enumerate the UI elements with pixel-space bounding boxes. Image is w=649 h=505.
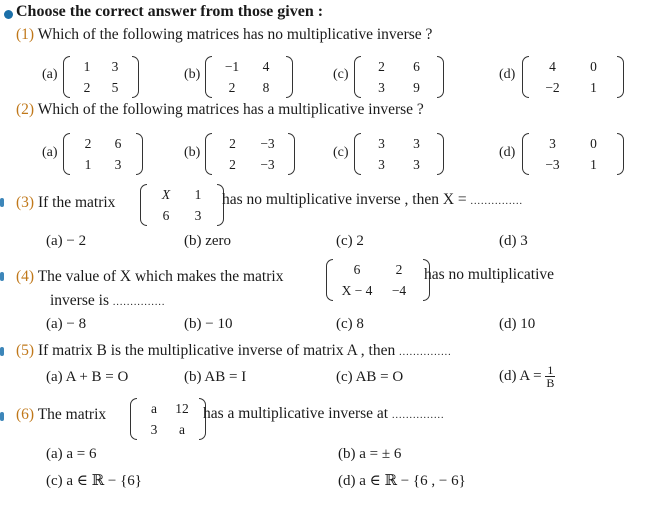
answer-option: (b) AB = I [184,369,247,385]
answer-option: (b) zero [184,233,232,249]
answer-blank: ............... [391,410,445,421]
answer-option: (a) − 8 [46,316,87,332]
option-label: (d) [499,145,516,160]
option-label: (a) [42,67,58,82]
page-title: Choose the correct answer from those given : [16,3,324,20]
answer-option: (a) a = 6 [46,446,97,462]
question-number: (1) [16,26,35,43]
matrix: −1 4 2 8 [205,56,293,98]
answer-option: (b) − 10 [184,316,233,332]
edge-bullet-icon [0,198,4,207]
question-text-continued: has a multiplicative inverse at ............... [203,405,445,422]
edge-bullet-icon [0,347,4,356]
question-6 [16,406,106,424]
question-text: Which of the following matrices has a multiplicative inverse ? [37,101,424,118]
option-label: (c) [333,145,349,160]
edge-bullet-icon [0,412,4,421]
answer-blank: ............... [112,297,166,308]
answer-option: (a) A + B = O [46,369,129,385]
answer-option: (d) a ∈ ℝ − {6 , − 6} [338,473,466,489]
option-label: (b) [184,67,201,82]
answer-option: (b) a = ± 6 [338,446,402,462]
matrix: 2 6 3 9 [354,56,444,98]
question-number: (5) [16,342,35,359]
question-text: The value of X which makes the matrix [37,268,284,285]
question-3 [16,194,115,212]
matrix: 3 3 3 3 [354,133,444,175]
matrix: 3 0 −3 1 [522,133,624,175]
question-5 [16,342,452,360]
question-text: The matrix [37,406,107,423]
matrix: a 12 3 a [130,398,206,440]
matrix: 4 0 −2 1 [522,56,624,98]
option-label: (b) [184,145,201,160]
question-text-continued: has no multiplicative inverse , then X = ............... [222,191,524,208]
question-text: If the matrix [37,194,116,211]
fraction: $\frac{1}{B}$ [546,363,555,390]
title-bullet-icon [4,10,13,19]
question-text: Which of the following matrices has no multiplicative inverse ? [37,26,433,43]
option-label: (a) [42,145,58,160]
answer-option: (d) 3 [499,233,528,249]
answer-option: (a) − 2 [46,233,87,249]
answer-blank: ............... [470,196,524,207]
question-number: (6) [16,406,35,423]
question-1 [16,26,432,44]
answer-option: (c) a ∈ ℝ − {6} [46,473,142,489]
answer-option: (d) 10 [499,316,536,332]
question-4 [16,268,283,286]
answer-blank: ............... [399,347,452,358]
edge-bullet-icon [0,272,4,281]
question-2 [16,101,424,119]
option-label: (c) [333,67,349,82]
question-number: (2) [16,101,35,118]
option-label: (d) [499,67,516,82]
question-number: (3) [16,194,35,211]
question-text-line2: inverse is ............... [50,292,166,309]
answer-option: (c) AB = O [336,369,404,385]
matrix: 2 −3 2 −3 [205,133,295,175]
question-text-continued: has no multiplicative [424,266,555,283]
matrix: X 1 6 3 [140,184,224,226]
question-text: If matrix B is the multiplicative inverse of matrix A , then [37,342,396,359]
question-number: (4) [16,268,35,285]
answer-option: (c) 8 [336,316,364,332]
matrix: 6 2 X − 4 −4 [326,259,430,301]
matrix: 1 3 2 5 [63,56,139,98]
answer-option-fraction: (d) A = $\frac{1}{B}$ [499,363,555,390]
matrix: 2 6 1 3 [63,133,143,175]
answer-option: (c) 2 [336,233,364,249]
